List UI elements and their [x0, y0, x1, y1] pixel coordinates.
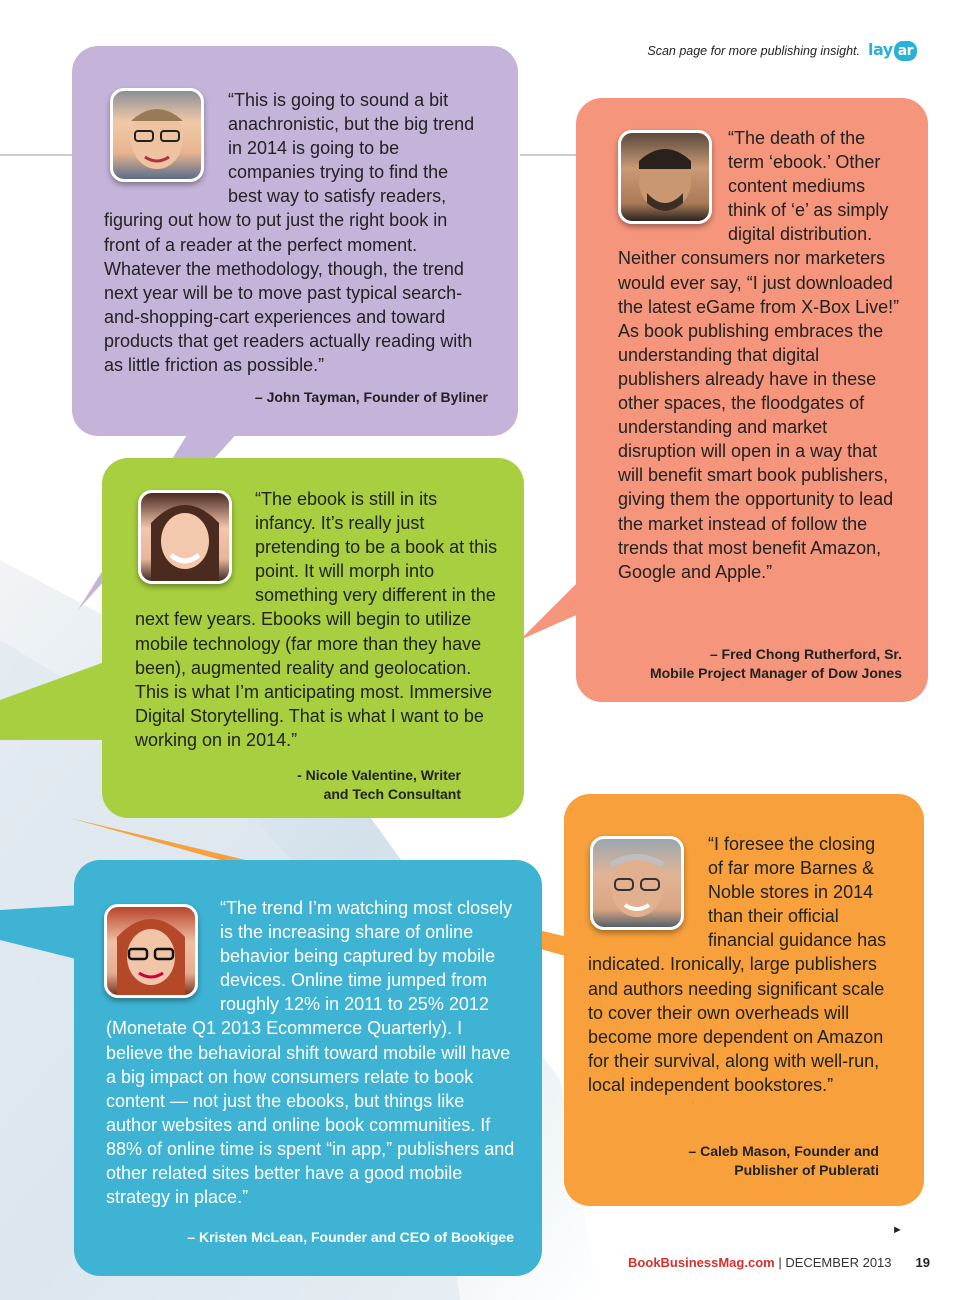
attribution-rutherford [600, 645, 902, 683]
quote-text-tayman: “This is going to sound a bit anachronistic, but the big trend in 2014 is going to be companies trying to find the best way to satisfy readers, figuring out how to put just the right book in front of a reader at the perfect moment. Whatever the methodology, though, the trend next year will be to move past typical search-and-shopping-cart experiences and toward products that get readers actually reading with as little friction as possible.” [104, 90, 475, 376]
attribution-valentine [240, 766, 461, 804]
attribution-rutherford-line1: – Fred Chong Rutherford, Sr. [709, 646, 902, 662]
layar-logo-badge: ar [894, 41, 917, 61]
quote-text-valentine: “The ebook is still in its infancy. It’s really just pretending to be a book at this point. It will morph into something very different in the next few years. Ebooks will begin to utilize mobile technology (far more than they have been), augmented reality and geolocation. This is what I’m anticipating most. Immersive Digital Storytelling. That is what I want to be working on in 2014.” [135, 489, 498, 750]
attribution-mason-line2: Publisher of Publerati [734, 1162, 879, 1178]
layar-logo[interactable] [868, 40, 917, 61]
attribution-valentine-line2: and Tech Consultant [323, 786, 461, 802]
quote-text-mason: “I foresee the closing of far more Barnes & Noble stores in 2014 than their official financial guidance has indicated. Ironically, large publishers and authors needing significant scale to cover their own overheads will become more dependent on Amazon for their survival, along with well-run, local independent bookstores.” [588, 834, 887, 1095]
footer-site-link[interactable]: BookBusinessMag.com [628, 1255, 775, 1270]
footer-issue: DECEMBER 2013 [785, 1255, 892, 1270]
footer-separator: | [774, 1255, 786, 1270]
attribution-mason [600, 1142, 879, 1180]
attribution-mason-line1: – Caleb Mason, Founder and [688, 1143, 879, 1159]
next-page-arrow-icon[interactable]: ► [892, 1224, 903, 1236]
layar-scan-note: Scan page for more publishing insight. [647, 44, 860, 58]
footer-page-number: 19 [915, 1255, 930, 1270]
layar-logo-text: lay [868, 40, 893, 59]
quote-text-rutherford: “The death of the term ‘ebook.’ Other content mediums think of ‘e’ as simply digital distribution. Neither consumers nor marketers would ever say, “I just downloaded the latest eGame from X-Box Live!” As book publishing embraces the understanding that digital publishers already have in these other spaces, the floodgates of understanding and market disruption will open in a way that will benefit smart book publishers, giving them the opportunity to lead the market instead of follow the trends that most benefit Amazon, Google and Apple.” [618, 128, 900, 582]
attribution-rutherford-line2: Mobile Project Manager of Dow Jones [649, 665, 902, 681]
page-footer [600, 1255, 930, 1270]
attribution-valentine-line1: - Nicole Valentine, Writer [297, 767, 461, 783]
attribution-mclean: – Kristen McLean, Founder and CEO of Bookigee [187, 1229, 514, 1245]
attribution-tayman: – John Tayman, Founder of Byliner [254, 389, 488, 405]
quote-text-mclean: “The trend I’m watching most closely is the increasing share of online behavior being captured by mobile devices. Online time jumped from roughly 12% in 2011 to 25% 2012 (Monetate Q1 2013 Ecommerce Quarterly). I believe the behavioral shift toward mobile will have a big impact on how consumers relate to book content — not just the ebooks, but things like author websites and online book communities. If 88% of online time is spent “in app,” publishers and other related sites better have a good mobile strategy in place.” [106, 898, 515, 1208]
